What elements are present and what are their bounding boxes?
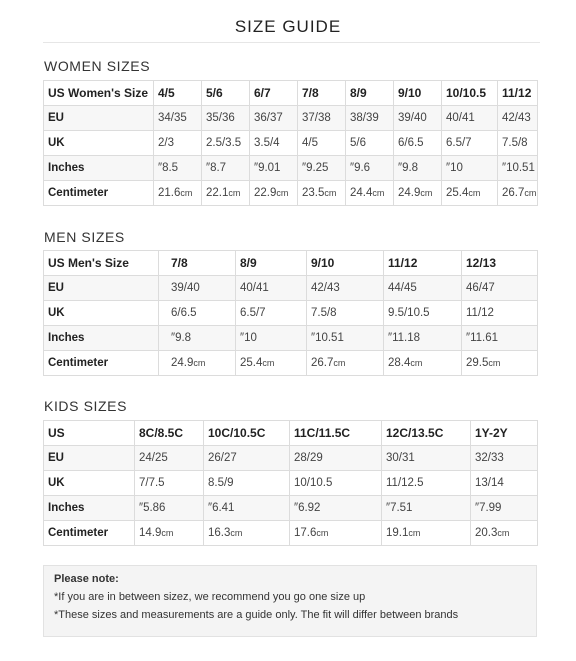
- table-row: [44, 521, 538, 546]
- unit-label: cm: [180, 188, 193, 198]
- table-cell: 9.5/10.5: [384, 301, 462, 326]
- header-cell: 12/13: [462, 251, 538, 276]
- note-line: *These sizes and measurements are a guide only. The fit will differ between brands: [54, 609, 459, 621]
- row-label: UK: [44, 301, 159, 326]
- table-cell: 30/31: [382, 446, 471, 471]
- table-cell: [250, 181, 298, 206]
- table-cell: ″10.51: [307, 326, 384, 351]
- table-row: [44, 106, 538, 131]
- table-cell: ″8.5: [154, 156, 202, 181]
- table-cell: [135, 521, 204, 546]
- table-cell: 35/36: [202, 106, 250, 131]
- table-cell: ″11.61: [462, 326, 538, 351]
- unit-label: cm: [420, 188, 433, 198]
- unit-label: cm: [262, 358, 275, 368]
- table-cell: [159, 351, 236, 376]
- table-row: [44, 351, 538, 376]
- header-cell: 7/8: [298, 81, 346, 106]
- unit-label: cm: [230, 528, 243, 538]
- men-size-table: [43, 250, 538, 376]
- table-cell: 34/35: [154, 106, 202, 131]
- cm-value: 26.7: [502, 187, 525, 199]
- table-cell: ″6.92: [290, 496, 382, 521]
- table-header-row: [44, 421, 538, 446]
- table-cell: 2.5/3.5: [202, 131, 250, 156]
- table-cell: [471, 521, 538, 546]
- row-label: Inches: [44, 326, 159, 351]
- header-cell: US Women's Size: [44, 81, 154, 106]
- table-cell: 7.5/8: [498, 131, 538, 156]
- row-label: EU: [44, 446, 135, 471]
- table-cell: 2/3: [154, 131, 202, 156]
- cm-value: 28.4: [388, 357, 411, 369]
- unit-label: cm: [488, 358, 501, 368]
- unit-label: cm: [333, 358, 346, 368]
- table-cell: ″9.8: [394, 156, 442, 181]
- unit-label: cm: [497, 528, 510, 538]
- table-row: [44, 326, 538, 351]
- cm-value: 29.5: [466, 357, 489, 369]
- header-cell: 9/10: [307, 251, 384, 276]
- header-cell: 10/10.5: [442, 81, 498, 106]
- header-cell: US: [44, 421, 135, 446]
- table-cell: 39/40: [394, 106, 442, 131]
- table-cell: 10/10.5: [290, 471, 382, 496]
- table-cell: 39/40: [159, 276, 236, 301]
- cm-value: 26.7: [311, 357, 334, 369]
- table-cell: [307, 351, 384, 376]
- table-cell: ″8.7: [202, 156, 250, 181]
- table-cell: 36/37: [250, 106, 298, 131]
- cm-value: 25.4: [446, 187, 469, 199]
- table-cell: 42/43: [307, 276, 384, 301]
- table-cell: 38/39: [346, 106, 394, 131]
- table-cell: ″9.6: [346, 156, 394, 181]
- table-cell: 8.5/9: [204, 471, 290, 496]
- table-cell: [462, 351, 538, 376]
- table-row: [44, 181, 538, 206]
- table-cell: 26/27: [204, 446, 290, 471]
- unit-label: cm: [316, 528, 329, 538]
- table-cell: 6/6.5: [394, 131, 442, 156]
- table-cell: 42/43: [498, 106, 538, 131]
- table-row: [44, 131, 538, 156]
- cm-value: 19.1: [386, 527, 409, 539]
- table-cell: 7.5/8: [307, 301, 384, 326]
- table-cell: 11/12: [462, 301, 538, 326]
- unit-label: cm: [228, 188, 241, 198]
- note-line: *If you are in between sizez, we recommend you go one size up: [54, 591, 366, 603]
- table-cell: ″9.8: [159, 326, 236, 351]
- row-label: Centimeter: [44, 181, 154, 206]
- table-header-row: [44, 81, 538, 106]
- table-cell: ″7.51: [382, 496, 471, 521]
- row-label: Centimeter: [44, 521, 135, 546]
- cm-value: 20.3: [475, 527, 498, 539]
- cm-value: 24.4: [350, 187, 373, 199]
- header-cell: 11/12: [498, 81, 538, 106]
- table-cell: [298, 181, 346, 206]
- table-cell: ″7.99: [471, 496, 538, 521]
- cm-value: 22.9: [254, 187, 277, 199]
- table-cell: 37/38: [298, 106, 346, 131]
- table-cell: 5/6: [346, 131, 394, 156]
- unit-label: cm: [524, 188, 537, 198]
- table-row: [44, 276, 538, 301]
- row-label: UK: [44, 131, 154, 156]
- unit-label: cm: [276, 188, 289, 198]
- table-row: [44, 496, 538, 521]
- unit-label: cm: [161, 528, 174, 538]
- table-header-row: [44, 251, 538, 276]
- cm-value: 17.6: [294, 527, 317, 539]
- table-row: [44, 301, 538, 326]
- table-cell: ″9.25: [298, 156, 346, 181]
- cm-value: 14.9: [139, 527, 162, 539]
- table-cell: ″6.41: [204, 496, 290, 521]
- table-cell: [346, 181, 394, 206]
- table-cell: ″5.86: [135, 496, 204, 521]
- cm-value: 24.9: [398, 187, 421, 199]
- table-row: [44, 446, 538, 471]
- row-label: EU: [44, 106, 154, 131]
- unit-label: cm: [324, 188, 337, 198]
- header-cell: 8/9: [346, 81, 394, 106]
- table-cell: [236, 351, 307, 376]
- unit-label: cm: [468, 188, 481, 198]
- cm-value: 22.1: [206, 187, 229, 199]
- note-box: [43, 565, 537, 637]
- row-label: Inches: [44, 496, 135, 521]
- header-cell: 4/5: [154, 81, 202, 106]
- table-cell: 32/33: [471, 446, 538, 471]
- table-cell: 6.5/7: [236, 301, 307, 326]
- kids-size-table: [43, 420, 538, 546]
- table-cell: 40/41: [442, 106, 498, 131]
- unit-label: cm: [193, 358, 206, 368]
- table-cell: [382, 521, 471, 546]
- table-cell: [384, 351, 462, 376]
- header-cell: 7/8: [159, 251, 236, 276]
- women-sizes-heading: WOMEN SIZES: [44, 58, 151, 74]
- header-cell: 10C/10.5C: [204, 421, 290, 446]
- cm-value: 23.5: [302, 187, 325, 199]
- table-row: [44, 156, 538, 181]
- table-cell: [498, 181, 538, 206]
- header-cell: 8C/8.5C: [135, 421, 204, 446]
- unit-label: cm: [408, 528, 421, 538]
- table-cell: [394, 181, 442, 206]
- header-cell: 12C/13.5C: [382, 421, 471, 446]
- header-cell: 9/10: [394, 81, 442, 106]
- cm-value: 25.4: [240, 357, 263, 369]
- table-cell: ″10.51: [498, 156, 538, 181]
- header-cell: US Men's Size: [44, 251, 159, 276]
- row-label: EU: [44, 276, 159, 301]
- table-cell: 24/25: [135, 446, 204, 471]
- table-cell: ″9.01: [250, 156, 298, 181]
- men-sizes-heading: MEN SIZES: [44, 229, 125, 245]
- table-cell: 13/14: [471, 471, 538, 496]
- table-cell: 7/7.5: [135, 471, 204, 496]
- table-cell: [154, 181, 202, 206]
- row-label: Inches: [44, 156, 154, 181]
- row-label: Centimeter: [44, 351, 159, 376]
- table-cell: ″10: [236, 326, 307, 351]
- table-cell: 3.5/4: [250, 131, 298, 156]
- cm-value: 16.3: [208, 527, 231, 539]
- row-label: UK: [44, 471, 135, 496]
- table-cell: [204, 521, 290, 546]
- table-cell: 28/29: [290, 446, 382, 471]
- table-cell: ″10: [442, 156, 498, 181]
- table-cell: [290, 521, 382, 546]
- women-size-table: [43, 80, 538, 206]
- table-cell: 6.5/7: [442, 131, 498, 156]
- table-cell: 4/5: [298, 131, 346, 156]
- table-cell: 6/6.5: [159, 301, 236, 326]
- cm-value: 24.9: [171, 357, 194, 369]
- title-divider: [43, 42, 540, 43]
- table-cell: [442, 181, 498, 206]
- table-cell: 40/41: [236, 276, 307, 301]
- page-title: SIZE GUIDE: [234, 17, 342, 36]
- header-cell: 11C/11.5C: [290, 421, 382, 446]
- header-cell: 11/12: [384, 251, 462, 276]
- table-cell: [202, 181, 250, 206]
- kids-sizes-heading: KIDS SIZES: [44, 398, 128, 414]
- header-cell: 6/7: [250, 81, 298, 106]
- cm-value: 21.6: [158, 187, 181, 199]
- note-heading: Please note:: [54, 573, 119, 585]
- header-cell: 5/6: [202, 81, 250, 106]
- unit-label: cm: [372, 188, 385, 198]
- unit-label: cm: [410, 358, 423, 368]
- table-cell: 46/47: [462, 276, 538, 301]
- header-cell: 8/9: [236, 251, 307, 276]
- table-row: [44, 471, 538, 496]
- table-cell: ″11.18: [384, 326, 462, 351]
- header-cell: 1Y-2Y: [471, 421, 538, 446]
- table-cell: 11/12.5: [382, 471, 471, 496]
- table-cell: 44/45: [384, 276, 462, 301]
